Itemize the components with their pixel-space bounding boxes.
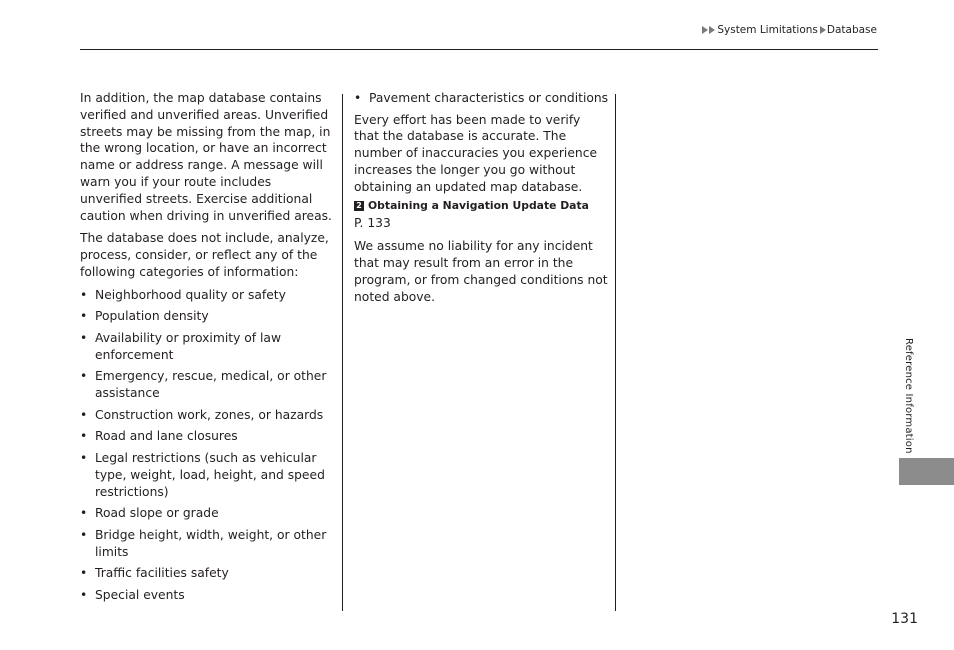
cross-reference-title: Obtaining a Navigation Update Data xyxy=(368,198,589,212)
bullet-icon: • xyxy=(80,407,88,422)
column-right xyxy=(354,90,609,311)
cross-reference-icon: 2 xyxy=(354,201,364,211)
list-item xyxy=(80,287,332,304)
list-item-text: Availability or proximity of law enforcement xyxy=(95,330,282,362)
bullet-icon: • xyxy=(80,309,88,324)
list-item-text: Bridge height, width, weight, or other limits xyxy=(95,527,327,559)
bullet-icon: • xyxy=(80,330,88,345)
header-rule xyxy=(80,49,878,50)
list-item xyxy=(80,505,332,522)
column-left xyxy=(80,90,332,608)
list-item xyxy=(80,565,332,582)
bullet-icon: • xyxy=(80,566,88,581)
cross-reference-link[interactable] xyxy=(354,198,609,215)
list-item xyxy=(80,450,332,500)
breadcrumb-section: System Limitations xyxy=(717,24,818,36)
list-item xyxy=(80,587,332,604)
bullet-icon: • xyxy=(80,506,88,521)
bullet-icon: • xyxy=(80,527,88,542)
list-item xyxy=(354,90,609,107)
bullet-icon: • xyxy=(80,429,88,444)
bullet-icon: • xyxy=(80,369,88,384)
list-item-text: Road and lane closures xyxy=(95,429,238,444)
bullet-icon: • xyxy=(354,91,362,105)
list-item xyxy=(80,330,332,364)
list-item-text: Population density xyxy=(95,309,209,324)
cross-reference-page[interactable]: P. 133 xyxy=(354,216,391,231)
list-item-text: Legal restrictions (such as vehicular type, weight, load, height, and speed restrictions) xyxy=(95,450,325,499)
accuracy-paragraph: Every effort has been made to verify that the database is accurate. The number of inaccuracies you experience increases the longer you go without obtaining an updated map database. xyxy=(354,112,598,194)
list-item-text: Construction work, zones, or hazards xyxy=(95,407,324,422)
continued-list xyxy=(354,90,609,107)
list-item-text: Special events xyxy=(95,587,185,602)
breadcrumb-page: Database xyxy=(826,24,877,36)
page-number: 131 xyxy=(891,611,918,627)
column-divider xyxy=(342,94,343,611)
excluded-categories-list xyxy=(80,287,332,604)
list-item-text: Traffic facilities safety xyxy=(95,566,229,581)
list-item xyxy=(80,407,332,424)
column-divider xyxy=(615,94,616,611)
list-item xyxy=(80,527,332,561)
side-section-tab[interactable] xyxy=(899,458,954,485)
bullet-icon: • xyxy=(80,450,88,465)
lead-paragraph: The database does not include, analyze, process, consider, or reflect any of the following categories of information: xyxy=(80,231,329,279)
triangle-right-icon xyxy=(702,26,708,34)
liability-paragraph: We assume no liability for any incident that may result from an error in the program, or from changed conditions not noted above. xyxy=(354,239,608,304)
bullet-icon: • xyxy=(80,587,88,602)
list-item-text: Neighborhood quality or safety xyxy=(95,287,286,302)
side-section-label: Reference Information xyxy=(903,338,914,454)
triangle-right-icon xyxy=(820,26,826,34)
breadcrumb xyxy=(702,24,877,36)
list-item-text: Pavement characteristics or conditions xyxy=(369,91,609,105)
bullet-icon: • xyxy=(80,287,88,302)
triangle-right-icon xyxy=(709,26,715,34)
list-item-text: Emergency, rescue, medical, or other assistance xyxy=(95,369,327,401)
list-item xyxy=(80,368,332,402)
list-item-text: Road slope or grade xyxy=(95,506,219,521)
list-item xyxy=(80,428,332,445)
intro-paragraph: In addition, the map database contains verified and unverified areas. Unverified streets may be missing from the map, in the wrong location, or have an incorrect name or address range. A message will warn you if your route includes unverified streets. Exercise additional caution when driving in unverified areas. xyxy=(80,91,332,223)
list-item xyxy=(80,308,332,325)
